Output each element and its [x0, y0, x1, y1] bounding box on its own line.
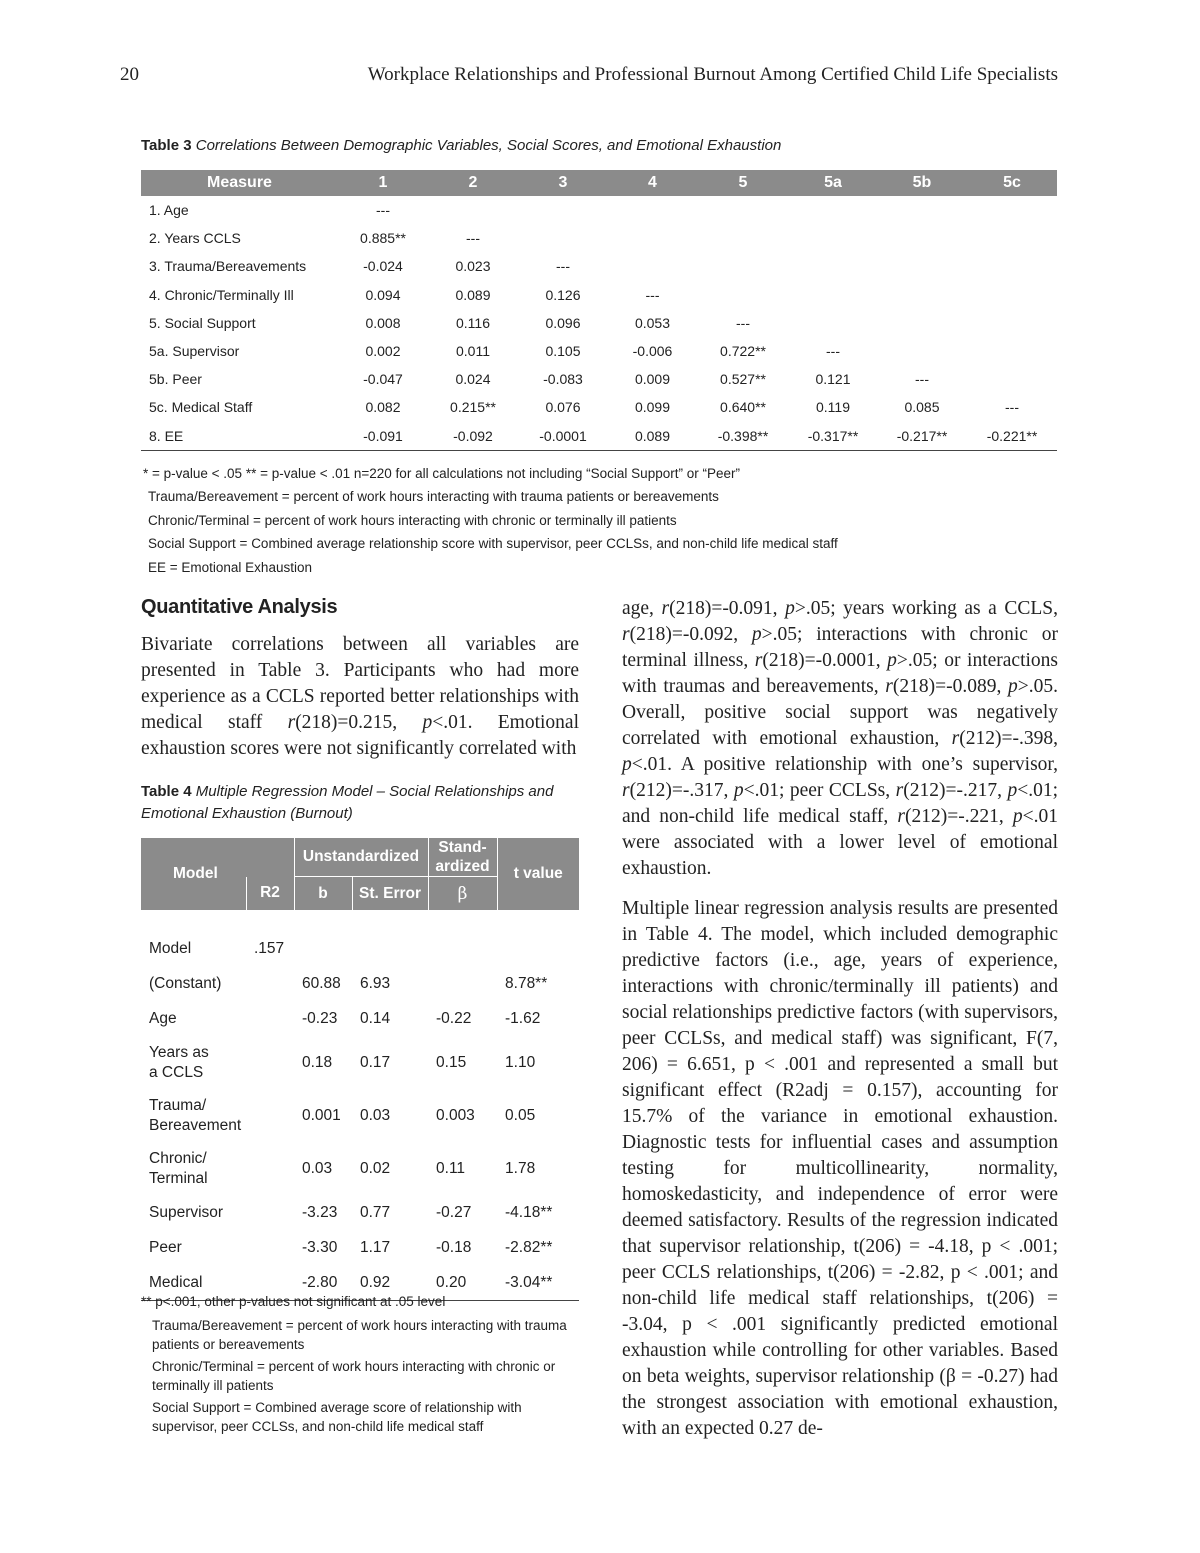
table-cell: -0.091: [338, 422, 428, 451]
table-cell: [967, 365, 1057, 393]
table-cell: [967, 224, 1057, 252]
beta-cell: 0.003: [436, 1106, 475, 1124]
b-cell: -2.80: [294, 1265, 352, 1301]
table-cell: [877, 224, 967, 252]
table-row: [141, 1230, 579, 1265]
table-cell: 0.002: [365, 343, 401, 360]
right-paragraph-2: Multiple linear regression analysis results are presented in Table 4. The model, which included demographic predictive factors (i.e., age, years of experience, interactions with chronic/terminally ill patients) and social relationships predictive factors (with supervisors, peer CCLSs, and medical staff) was significant, F(7, 206) = 6.651, p < .001 and represented a small but significant effect (R2adj = 0.157), accounting for 15.7% of the variance in emotional exhaustion. Diagnostic tests for influential cases and assumption testing for multicollinearity, normality, homoskedasticity, and independence of error were deemed satisfactory. Results of the regression indicated that supervisor relationship, t(206) = -4.18, p < .001; peer CCLS relationships, t(206) = -2.82, p < .001; and non-child life medical staff relationships, t(206) = -3.04, p < .001 significantly predicted emotional exhaustion while controlling for other variables. Based on beta weights, supervisor relationship (β = -0.27) had the strongest association with emotional exhaustion, with an expected 0.27 de-: [622, 898, 1058, 1439]
st-error-cell: 0.14: [360, 1009, 391, 1027]
table4-label: Table 4: [141, 783, 192, 800]
r2-cell: .157: [254, 939, 285, 957]
row-label: [141, 1142, 246, 1195]
table-cell: [789, 252, 877, 280]
table-cell: 0.527**: [720, 371, 766, 388]
table-note: Chronic/Terminal = percent of work hours interacting with chronic or terminally ill patients: [148, 512, 677, 528]
table-cell: ---: [915, 371, 929, 388]
column-header-2: 2: [428, 170, 518, 196]
column-header-1: 1: [338, 170, 428, 196]
running-title: Workplace Relationships and Professional Burnout Among Certified Child Life Specialists: [367, 64, 1058, 85]
table-cell: -0.221**: [967, 422, 1057, 451]
table-note: Trauma/Bereavement = percent of work hours interacting with trauma patients or bereavements: [152, 1318, 567, 1352]
table-cell: [518, 196, 608, 224]
row-label: Supervisor: [149, 1203, 224, 1221]
row-label: 2. Years CCLS: [149, 230, 241, 247]
table-cell: [877, 337, 967, 365]
beta-cell: -0.18: [436, 1238, 472, 1256]
t-value-cell: -1.62: [505, 1009, 541, 1027]
table-cell: ---: [826, 343, 840, 360]
table3-label: Table 3: [141, 137, 192, 154]
beta-cell: 0.15: [436, 1053, 467, 1071]
table-row: [141, 196, 1057, 224]
table-cell: 0.076: [545, 399, 581, 416]
table-cell: 0.082: [365, 399, 401, 416]
table-note: Social Support = Combined average relationship score with supervisor, peer CCLSs, and non-child life medical staff: [148, 536, 838, 552]
table-cell: [789, 224, 877, 252]
row-label: [141, 1089, 246, 1142]
table-cell: [967, 281, 1057, 309]
st-error-cell: 6.93: [360, 974, 391, 992]
r2-cell: [246, 1089, 294, 1142]
header-standardized-line2: ardized: [435, 858, 490, 875]
t-value-cell: 1.10: [505, 1053, 536, 1071]
table-row: [141, 422, 1057, 451]
page-header: [0, 64, 1200, 90]
table-cell: 0.722**: [720, 343, 766, 360]
b-cell: 0.001: [302, 1106, 341, 1124]
table-note: Social Support = Combined average score of relationship with supervisor, peer CCLSs, and non-child life medical staff: [152, 1400, 522, 1434]
column-header-8: 5c: [967, 170, 1057, 196]
beta-cell: -0.22: [436, 1009, 472, 1027]
table-row: [141, 966, 579, 1001]
table-cell: [608, 196, 697, 224]
table-cell: 0.009: [634, 371, 671, 388]
table-row: [141, 1142, 579, 1195]
right-column: [622, 596, 1058, 1456]
table-note: ** p<.001, other p-values not significant at .05 level: [141, 1294, 446, 1309]
header-r2: R2: [246, 877, 294, 911]
b-cell: -0.23: [302, 1009, 338, 1027]
table-row: [141, 252, 1057, 280]
correlation-table: [141, 170, 1057, 451]
t-value-cell: -4.18**: [505, 1203, 553, 1221]
header-st-error: St. Error: [352, 877, 428, 911]
row-label: 5. Social Support: [149, 314, 256, 331]
table-cell: 0.089: [455, 286, 491, 303]
table-cell: 0.121: [815, 371, 851, 388]
table-note: Trauma/Bereavement = percent of work hours interacting with trauma patients or bereavements: [148, 489, 719, 505]
table-row: [141, 309, 1057, 337]
right-paragraph-1: age, r(218)=-0.091, p>.05; years working as a CCLS, r(218)=-0.092, p>.05; interactions with chronic or terminal illness, r(218)=-0.0001, p>.05; or interactions with traumas and bereavements, r(218)=-0.089, p>.05. Overall, positive social support was negatively correlated with emotional exhaustion, r(212)=-.398, p<.01. A positive relationship with one’s supervisor, r(212)=-.317, p<.01; peer CCLSs, r(212)=-.217, p<.01; and non-child life medical staff, r(212)=-.221, p<.01 were associated with a lower level of emotional exhaustion.: [622, 598, 1059, 879]
r2-cell: [246, 1036, 294, 1089]
table-cell: 0.011: [456, 343, 490, 360]
table-row: [141, 931, 579, 966]
table-cell: [967, 337, 1057, 365]
st-error-cell: [352, 931, 428, 966]
row-label-line: Trauma/: [149, 1096, 207, 1114]
table-cell: [877, 309, 967, 337]
row-label-line: Chronic/: [149, 1149, 207, 1167]
header-standardized: [428, 838, 497, 877]
table-cell: [697, 252, 789, 280]
row-label: Peer: [149, 1238, 182, 1256]
beta-cell: [428, 931, 497, 966]
row-label: Model: [149, 939, 192, 957]
table-row: [141, 337, 1057, 365]
r2-cell: [246, 1142, 294, 1195]
table-cell: [967, 252, 1057, 280]
table-cell: [789, 281, 877, 309]
table-cell: ---: [1005, 399, 1019, 416]
header-t-value: t value: [497, 838, 579, 910]
table-cell: [877, 281, 967, 309]
st-error-cell: 0.03: [360, 1106, 391, 1124]
row-label-line: Years as: [149, 1043, 209, 1061]
table-note: Chronic/Terminal = percent of work hours interacting with chronic or terminally ill patients: [152, 1359, 556, 1393]
st-error-cell: 0.02: [360, 1159, 391, 1177]
table-cell: [697, 281, 789, 309]
table-cell: [789, 309, 877, 337]
table-cell: -0.092: [428, 422, 518, 451]
table-cell: -0.0001: [518, 422, 608, 451]
table-cell: 0.089: [608, 422, 697, 451]
row-label: 5b. Peer: [149, 371, 202, 388]
table-cell: 0.085: [904, 399, 940, 416]
table-cell: 0.885**: [360, 230, 406, 247]
row-label: 4. Chronic/Terminally Ill: [149, 286, 294, 303]
table-row: [141, 1001, 579, 1036]
table-cell: 0.096: [545, 314, 581, 331]
table-cell: ---: [645, 286, 660, 303]
table-row: [141, 281, 1057, 309]
table-cell: 0.094: [365, 286, 401, 303]
row-label: 1. Age: [149, 202, 189, 219]
table-cell: 0.215**: [450, 399, 496, 416]
header-r2-top: [246, 838, 294, 877]
table-cell: [428, 196, 518, 224]
regression-table: [141, 838, 579, 1301]
r2-cell: [246, 1001, 294, 1036]
header-standardized-line1: Stand-: [438, 839, 487, 856]
table4-notes: [141, 1292, 579, 1439]
row-label: Age: [149, 1009, 177, 1027]
section-heading: Quantitative Analysis: [141, 596, 338, 618]
row-label-line: Terminal: [149, 1169, 208, 1187]
row-label-line: a CCLS: [149, 1063, 204, 1081]
page-number: 20: [120, 64, 139, 85]
table-cell: 0.116: [456, 314, 490, 331]
row-label: (Constant): [149, 974, 222, 992]
table-cell: -0.398**: [697, 422, 789, 451]
column-header-6: 5a: [789, 170, 877, 196]
table-cell: [608, 224, 697, 252]
st-error-cell: 0.17: [360, 1053, 391, 1071]
table-cell: [518, 224, 608, 252]
table-cell: [697, 196, 789, 224]
t-value-cell: [497, 931, 579, 966]
header-beta: β: [428, 877, 497, 911]
table-cell: 0.640**: [720, 399, 766, 416]
column-header-4: 4: [608, 170, 697, 196]
b-cell: [294, 931, 352, 966]
quantitative-paragraph: Bivariate correlations between all variables are presented in Table 3. Participants who had more experience as a CCLS reported better relationships with medical staff r(218)=0.215, p<.01. Emotional exhaustion scores were not significantly correlated with: [141, 634, 579, 759]
table-cell: ---: [376, 202, 390, 219]
table-cell: 0.119: [816, 399, 850, 416]
header-unstandardized: Unstandardized: [294, 838, 428, 877]
table-cell: 0.008: [365, 314, 401, 331]
b-cell: -3.23: [302, 1203, 338, 1221]
r2-cell: [246, 966, 294, 1001]
t-value-cell: 1.78: [505, 1159, 536, 1177]
st-error-cell: 0.77: [360, 1203, 391, 1221]
table3-caption: [141, 137, 781, 154]
t-value-cell: -3.04**: [497, 1265, 579, 1301]
table-cell: [789, 196, 877, 224]
table-cell: -0.317**: [789, 422, 877, 451]
table-cell: [697, 224, 789, 252]
beta-cell: [428, 966, 497, 1001]
table-cell: -0.217**: [877, 422, 967, 451]
t-value-cell: 0.05: [505, 1106, 536, 1124]
table-row: [141, 365, 1057, 393]
table-cell: [967, 196, 1057, 224]
table-cell: [877, 252, 967, 280]
table-cell: [877, 196, 967, 224]
row-label: [141, 1036, 246, 1089]
row-label: 5c. Medical Staff: [149, 399, 253, 416]
table-cell: 0.024: [455, 371, 491, 388]
table-cell: -0.047: [363, 371, 403, 388]
table-cell: ---: [556, 258, 570, 275]
table4-caption: [141, 781, 579, 825]
column-header-5: 5: [697, 170, 789, 196]
t-value-cell: -2.82**: [505, 1238, 553, 1256]
table-row: [141, 224, 1057, 252]
r2-cell: [246, 1230, 294, 1265]
row-label: 3. Trauma/Bereavements: [149, 258, 307, 275]
table-cell: 0.126: [545, 286, 581, 303]
table-row: [141, 393, 1057, 421]
table-cell: [967, 309, 1057, 337]
table-cell: 0.105: [545, 343, 581, 360]
header-b: b: [294, 877, 352, 911]
table-cell: 0.023: [455, 258, 491, 275]
row-label-line: Bereavement: [149, 1116, 242, 1134]
table-cell: 0.053: [634, 314, 671, 331]
row-label: Medical: [141, 1265, 246, 1301]
beta-cell: -0.27: [436, 1203, 472, 1221]
table-cell: ---: [736, 314, 750, 331]
header-model: Model: [141, 838, 246, 910]
table-cell: ---: [466, 230, 480, 247]
b-cell: 0.18: [302, 1053, 333, 1071]
table-row: [141, 1195, 579, 1230]
beta-cell: 0.20: [428, 1265, 497, 1301]
column-header-3: 3: [518, 170, 608, 196]
st-error-cell: 0.92: [352, 1265, 428, 1301]
r2-cell: [246, 1195, 294, 1230]
st-error-cell: 1.17: [360, 1238, 391, 1256]
table-cell: [608, 252, 697, 280]
row-label: 8. EE: [141, 422, 338, 451]
column-header-7: 5b: [877, 170, 967, 196]
table-row: [141, 1036, 579, 1089]
table-note: * = p-value < .05 ** = p-value < .01 n=220 for all calculations not including “Social Support” or “Peer”: [143, 466, 740, 481]
t-value-cell: 8.78**: [505, 974, 548, 992]
row-label: 5a. Supervisor: [149, 343, 240, 360]
table-cell: -0.083: [543, 371, 583, 388]
table3-title: Correlations Between Demographic Variables, Social Scores, and Emotional Exhaustion: [195, 137, 782, 154]
table-cell: 0.099: [634, 399, 671, 416]
table3-notes: [141, 462, 1057, 579]
beta-cell: 0.11: [436, 1159, 466, 1177]
table4-title: Multiple Regression Model – Social Relationships and Emotional Exhaustion (Burnout): [141, 783, 554, 822]
table-note: EE = Emotional Exhaustion: [148, 559, 312, 575]
table-cell: -0.006: [632, 343, 673, 360]
b-cell: 60.88: [302, 974, 341, 992]
column-header-0: Measure: [141, 170, 338, 196]
b-cell: -3.30: [302, 1238, 338, 1256]
table-row: [141, 1089, 579, 1142]
table-cell: -0.024: [363, 258, 403, 275]
b-cell: 0.03: [302, 1159, 333, 1177]
